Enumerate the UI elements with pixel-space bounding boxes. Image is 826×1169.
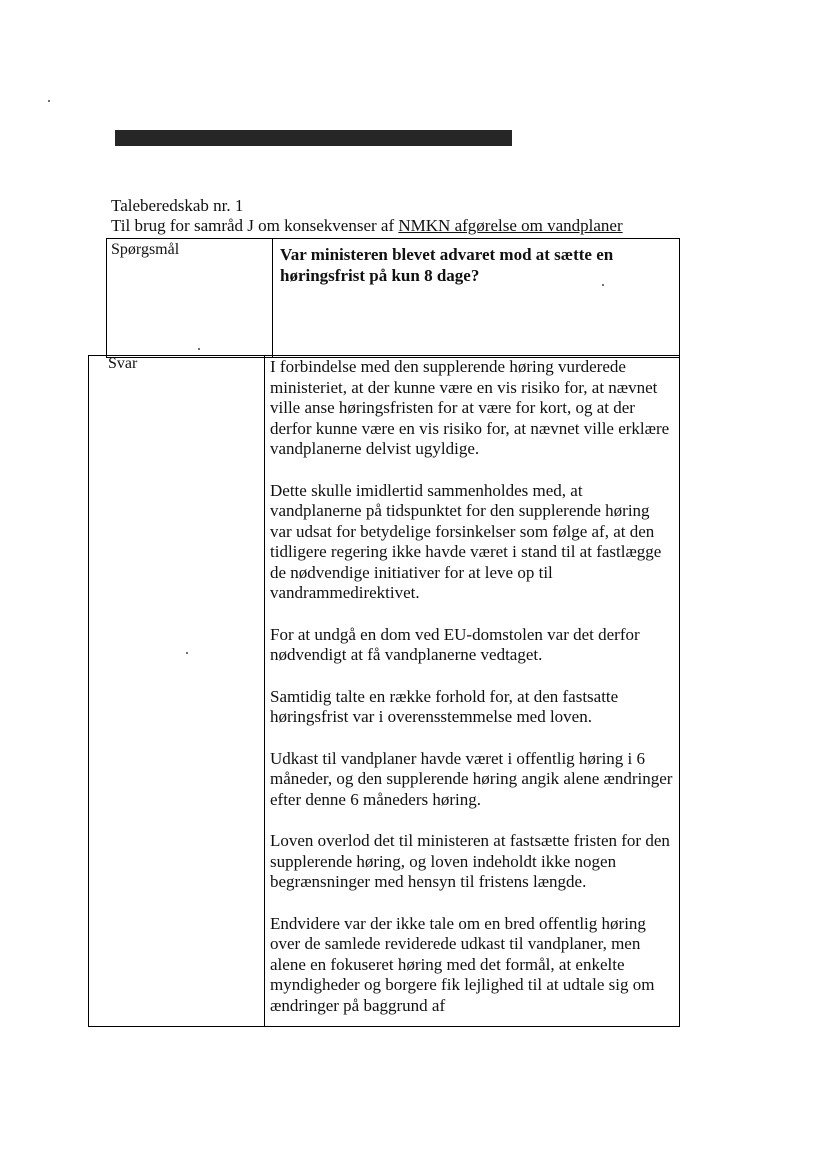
question-label: Spørgsmål	[111, 241, 180, 258]
answer-paragraph: Dette skulle imidlertid sammenholdes med, at vandplanerne på tidspunktet for den supplerende høring var udsat for betydelige forsinkelser som følge af, at den tidligere regering ikke havde været i stand til at fastlægge de nødvendige initiativer for at leve op til vandrammedirektivet.	[270, 480, 662, 602]
answer-column-divider	[264, 355, 265, 1027]
answer-label: Svar	[108, 355, 138, 372]
subtitle-underlined: NMKN afgørelse om vandplaner	[398, 216, 623, 235]
scan-speck	[602, 284, 604, 286]
scan-speck	[186, 652, 188, 654]
answer-text	[270, 357, 675, 1016]
scan-speck	[198, 348, 200, 350]
answer-paragraph: Loven overlod det til ministeren at fastsætte fristen for den supplerende høring, og loven indeholdt ikke nogen begrænsninger med hensyn til fristens længde.	[270, 831, 670, 891]
question-text: Var ministeren blevet advaret mod at sætte en høringsfrist på kun 8 dage?	[280, 245, 614, 285]
question-column-divider	[272, 238, 273, 358]
document-title: Taleberedskab nr. 1	[111, 196, 244, 215]
scan-speck	[48, 100, 50, 102]
answer-paragraph: Udkast til vandplaner havde været i offentlig høring i 6 måneder, og den supplerende høring angik alene ændringer efter denne 6 måneders høring.	[270, 748, 673, 809]
document-subtitle	[111, 216, 623, 236]
redaction-bar	[115, 130, 512, 146]
answer-paragraph: I forbindelse med den supplerende høring vurderede ministeriet, at der kunne være en vis risiko for, at nævnet ville anse høringsfristen for at være for kort, og at der derfor kunne være en vis risiko for, at nævnet ville erklære vandplanerne delvist ugyldige.	[270, 357, 670, 458]
answer-paragraph: Samtidig talte en række forhold for, at den fastsatte høringsfrist var i overensstemmelse med loven.	[270, 686, 619, 726]
answer-paragraph: For at undgå en dom ved EU-domstolen var det derfor nødvendigt at få vandplanerne vedtaget.	[270, 624, 640, 664]
subtitle-prefix: Til brug for samråd J om konsekvenser af	[111, 216, 399, 235]
answer-paragraph: Endvidere var der ikke tale om en bred offentlig høring over de samlede reviderede udkast til vandplaner, men alene en fokuseret høring med det formål, at enkelte myndigheder og borgere fik lejlighed til at udtale sig om ændringer på baggrund af	[270, 913, 655, 1015]
